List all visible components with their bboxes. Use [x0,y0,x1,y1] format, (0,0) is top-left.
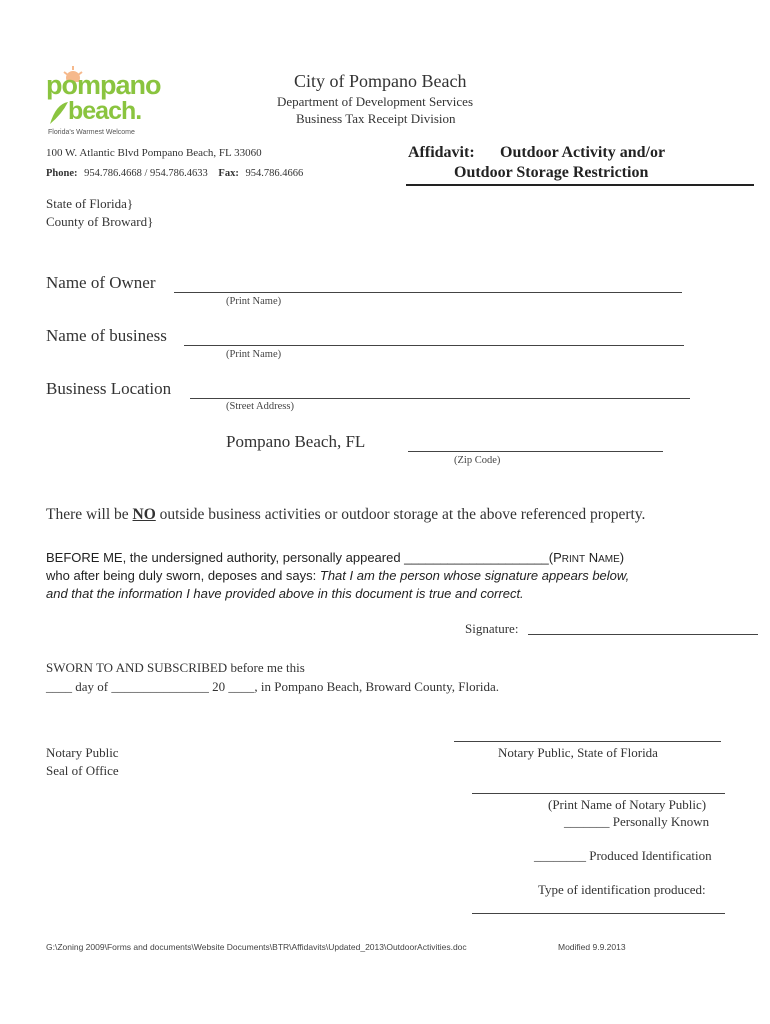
business-name-field[interactable] [184,345,684,346]
notary-public-label: Notary Public [46,745,119,760]
oath-print-smallcaps: RINT [561,554,586,565]
statement-part1: There will be [46,506,133,523]
state-text: State of Florida} [46,196,134,211]
city-logo [46,66,166,138]
header-rule [406,184,754,186]
office-address: 100 W. Atlantic Blvd Pompano Beach, FL 33060 [46,147,262,159]
affidavit-title-line1: Outdoor Activity and/or [500,144,666,161]
oath-name-smallcaps: AME [598,554,620,565]
signature-label: Signature: [465,621,519,636]
oath-line1-text: BEFORE ME, the undersigned authority, personally appeared ____________________(P [46,550,562,565]
notary-state-label: Notary Public, State of Florida [498,745,658,760]
owner-hint: (Print Name) [226,296,282,307]
affidavit-label: Affidavit: [408,144,475,161]
oath-line3: and that the information I have provided above in this document is true and correct. [46,586,524,601]
business-hint: (Print Name) [226,349,282,360]
location-label: Business Location [46,379,172,398]
logo-tagline: Florida's Warmest Welcome [48,129,135,136]
sworn-line2: ____ day of _______________ 20 ____, in Pompano Beach, Broward County, Florida. [46,679,500,694]
city-text: Pompano Beach, FL [226,432,366,451]
logo-word-beach: beach. [68,97,142,125]
city-name: City of Pompano Beach [294,71,467,91]
notary-print-name-field[interactable] [472,793,725,794]
oath-line1 [46,550,624,565]
affidavit-title-line2: Outdoor Storage Restriction [454,164,649,181]
modified-date: Modified 9.9.2013 [558,942,626,952]
produced-identification-option[interactable]: ________ Produced Identification [534,848,712,863]
division-name: Business Tax Receipt Division [296,111,456,126]
notary-print-name-hint: (Print Name of Notary Public) [548,797,707,812]
owner-name-field[interactable] [174,292,682,293]
statement-emphasis: NO [132,506,156,523]
county-text: County of Broward} [46,214,154,229]
signature-field[interactable] [528,634,758,635]
oath-close-paren: ) [619,550,625,565]
identification-type-field[interactable] [472,913,725,914]
statement-part2: outside business activities or outdoor storage at the above referenced property. [155,506,646,523]
identification-type-label: Type of identification produced: [538,882,706,897]
business-label: Name of business [46,326,167,345]
fax-label: Fax: [218,168,239,179]
contact-line [46,168,303,179]
oath-name-initial: N [585,550,599,565]
logo-word-pompano: pompano [46,70,161,100]
business-location-field[interactable] [190,398,690,399]
phone-label: Phone: [46,168,78,179]
seal-of-office-label: Seal of Office [46,763,119,778]
notary-signature-field[interactable] [454,741,721,742]
oath-line2-text: who after being duly sworn, deposes and says: [46,568,320,583]
personally-known-option[interactable]: _______ Personally Known [564,814,710,829]
phone-value: 954.786.4668 / 954.786.4633 [84,168,208,179]
fax-value: 954.786.4666 [245,168,304,179]
owner-label: Name of Owner [46,273,156,292]
document-path: G:\Zoning 2009\Forms and documents\Website Documents\BTR\Affidavits\Updated_2013\OutdoorActivities.doc [46,942,467,952]
sworn-line1: SWORN TO AND SUBSCRIBED before me this [46,660,305,675]
location-hint: (Street Address) [226,401,294,412]
zip-hint: (Zip Code) [454,455,501,466]
oath-line2-italic: That I am the person whose signature appears below, [319,568,630,583]
zip-code-field[interactable] [408,451,663,452]
no-activity-statement [46,506,645,524]
department-name: Department of Development Services [277,94,474,109]
palm-leaf-icon [48,100,70,126]
oath-line2 [46,568,629,583]
